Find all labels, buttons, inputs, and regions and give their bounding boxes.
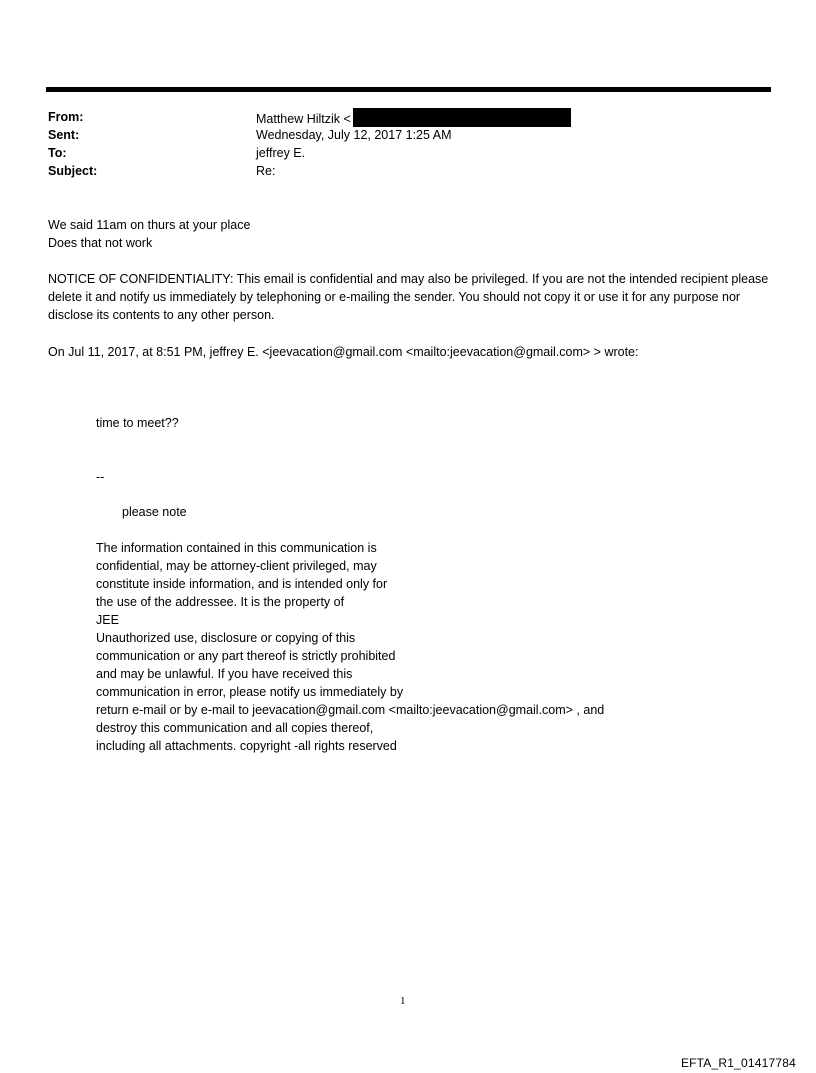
disclaimer-block — [96, 539, 604, 755]
from-name: Matthew Hiltzik < — [256, 112, 351, 126]
redaction-box — [353, 108, 571, 127]
bates-number: EFTA_R1_01417784 — [680, 1056, 796, 1070]
disclaimer-line: JEE — [96, 613, 119, 627]
disclaimer-line: communication in error, please notify us immediately by — [96, 685, 404, 699]
please-note: please note — [122, 505, 187, 519]
disclaimer-line: return e-mail or by e-mail to jeevacation@gmail.com <mailto:jeevacation@gmail.com> , and — [96, 703, 605, 717]
to-value: jeffrey E. — [256, 146, 306, 160]
body-line-1: We said 11am on thurs at your place — [48, 218, 251, 232]
disclaimer-line: Unauthorized use, disclosure or copying of this — [96, 631, 356, 645]
header-rule — [46, 87, 771, 92]
from-value — [256, 108, 571, 128]
disclaimer-line: The information contained in this communication is — [96, 541, 377, 555]
from-label: From: — [48, 110, 84, 124]
disclaimer-line: and may be unlawful. If you have received this — [96, 667, 353, 681]
disclaimer-line: constitute inside information, and is intended only for — [96, 577, 388, 591]
disclaimer-line: including all attachments. copyright -all rights reserved — [96, 739, 397, 753]
sent-value: Wednesday, July 12, 2017 1:25 AM — [256, 128, 452, 142]
subject-label: Subject: — [48, 164, 98, 178]
body-line-2: Does that not work — [48, 236, 153, 250]
page-number: 1 — [400, 995, 406, 1007]
subject-value: Re: — [256, 164, 276, 178]
sent-label: Sent: — [48, 128, 80, 142]
quoted-message: time to meet?? — [96, 416, 179, 430]
disclaimer-line: communication or any part thereof is strictly prohibited — [96, 649, 396, 663]
disclaimer-line: the use of the addressee. It is the property of — [96, 595, 345, 609]
confidentiality-notice: NOTICE OF CONFIDENTIALITY: This email is confidential and may also be privileged. If you are not the intended recipient please delete it and notify us immediately by telephoning or e-mailing the sender. You should not copy it or use it for any purpose nor disclose its contents to any other person. — [48, 272, 769, 322]
disclaimer-line: destroy this communication and all copies thereof, — [96, 721, 374, 735]
disclaimer-line: confidential, may be attorney-client privileged, may — [96, 559, 377, 573]
reply-header: On Jul 11, 2017, at 8:51 PM, jeffrey E. <jeevacation@gmail.com <mailto:jeevacation@gmail.com> > wrote: — [48, 345, 639, 359]
to-label: To: — [48, 146, 67, 160]
signature-separator: -- — [96, 470, 105, 484]
